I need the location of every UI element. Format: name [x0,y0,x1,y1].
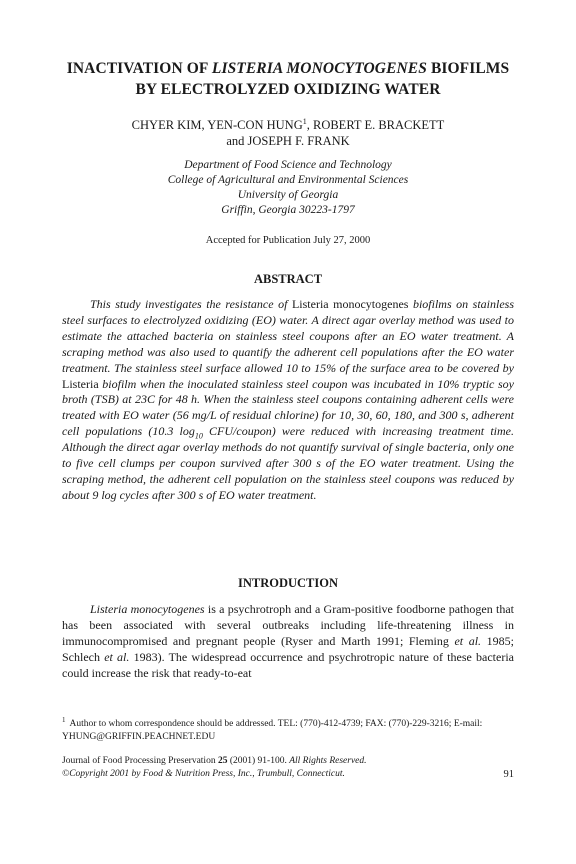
author-names: CHYER KIM, YEN-CON HUNG [131,118,303,132]
affiliation-line: Griffin, Georgia 30223-1797 [221,204,355,216]
title-part: INACTIVATION OF [66,60,212,77]
journal-line-1 [62,755,514,768]
intro-text: 1985; Schlech [62,633,514,664]
title-line-2: BY ELECTROLYZED OXIDIZING WATER [135,81,441,98]
affiliation [50,158,526,218]
intro-text: is a psychrotroph and a Gram-positive foodborne pathogen that has been associated with several outbreaks including life-threatening illness in immunocompromised and pregnant people (Ryser and Marth 1991; Fleming [62,602,514,648]
abstract-species: Listeria monocytogenes [291,297,409,311]
intro-species: Listeria monocytogenes [90,602,205,616]
affiliation-line: University of Georgia [237,189,339,201]
page-number: 91 [503,769,514,780]
abstract-species: Listeria [62,376,99,391]
paper-title [50,58,526,100]
footnote-text: Author to whom correspondence should be addressed. TEL: (770)-412-4739; FAX: (770)-229-3216; E-mail: YHUNG@GRIFFIN.PEACHNET.EDU [62,719,483,743]
journal-rights: All Rights Reserved. [289,756,367,766]
abstract-heading: ABSTRACT [253,272,323,286]
authors-line-1 [50,117,526,133]
abstract-text: biofilm when the inoculated stainless steel coupon was incubated in 10% tryptic soy broth (TSB) at 23C for 48 h. When the stainless steel coupons containing adherent cells were treated with EO water (56 mg/L of residual chlorine) for 10, 30, 60, 180, and 300 s, adherent cell populations (10.3 log [62,376,514,439]
copyright-line: ©Copyright 2001 by Food & Nutrition Press, Inc., Trumbull, Connecticut. [62,769,345,779]
footnote-marker: 1 [62,716,66,724]
author-names: , ROBERT E. BRACKETT [306,118,445,132]
affiliation-line: Department of Food Science and Technology [184,159,392,171]
introduction-heading: INTRODUCTION [237,576,338,590]
journal-line-2 [62,768,514,781]
footnote-marker: 1 [302,116,307,126]
abstract-text: biofilms on stainless steel surfaces to electrolyzed oxidizing (EO) water. A direct agar overlay method was used to estimate the attached bacteria on stainless steel coupons after an EO water treatment. A scraping method was also used to quantify the adherent cell populations after the EO water treatment. The stainless steel surface allowed 10 to 15% of the surface area to be covered by [62,297,514,375]
title-species: LISTERIA MONOCYTOGENES [211,60,427,77]
abstract-body [62,297,514,504]
introduction-body [62,602,514,682]
authors-line-2: and JOSEPH F. FRANK [226,134,350,148]
title-line-1 [50,58,526,79]
intro-etal: et al. [104,649,130,664]
abstract-text: CFU/coupon) were reduced with increasing treatment time. Although the direct agar overlay methods do not quantify survival of single bacteria, only one to five cell clumps per coupon survived after 300 s of the EO water treatment. Using the scraping method, the adherent cell population on the stainless steel coupons was reduced by about 9 log cycles after 300 s of EO water treatment. [62,424,514,502]
accepted-date: Accepted for Publication July 27, 2000 [205,235,371,246]
intro-text: 1983). The widespread occurrence and psychrotropic nature of these bacteria could increase the risk that ready-to-eat [62,649,514,680]
title-part: BIOFILMS [426,60,510,77]
intro-etal: et al. [454,633,482,648]
journal-pages: (2001) 91-100. [227,756,290,766]
abstract-text: This study investigates the resistance of [90,297,292,311]
affiliation-line: College of Agricultural and Environmental Sciences [167,174,409,186]
author-list [50,117,526,149]
journal-info [62,755,514,781]
footnote [62,714,514,744]
journal-volume: 25 [217,756,228,766]
log-subscript: 10 [194,431,203,441]
journal-name: Journal of Food Processing Preservation [62,756,218,766]
